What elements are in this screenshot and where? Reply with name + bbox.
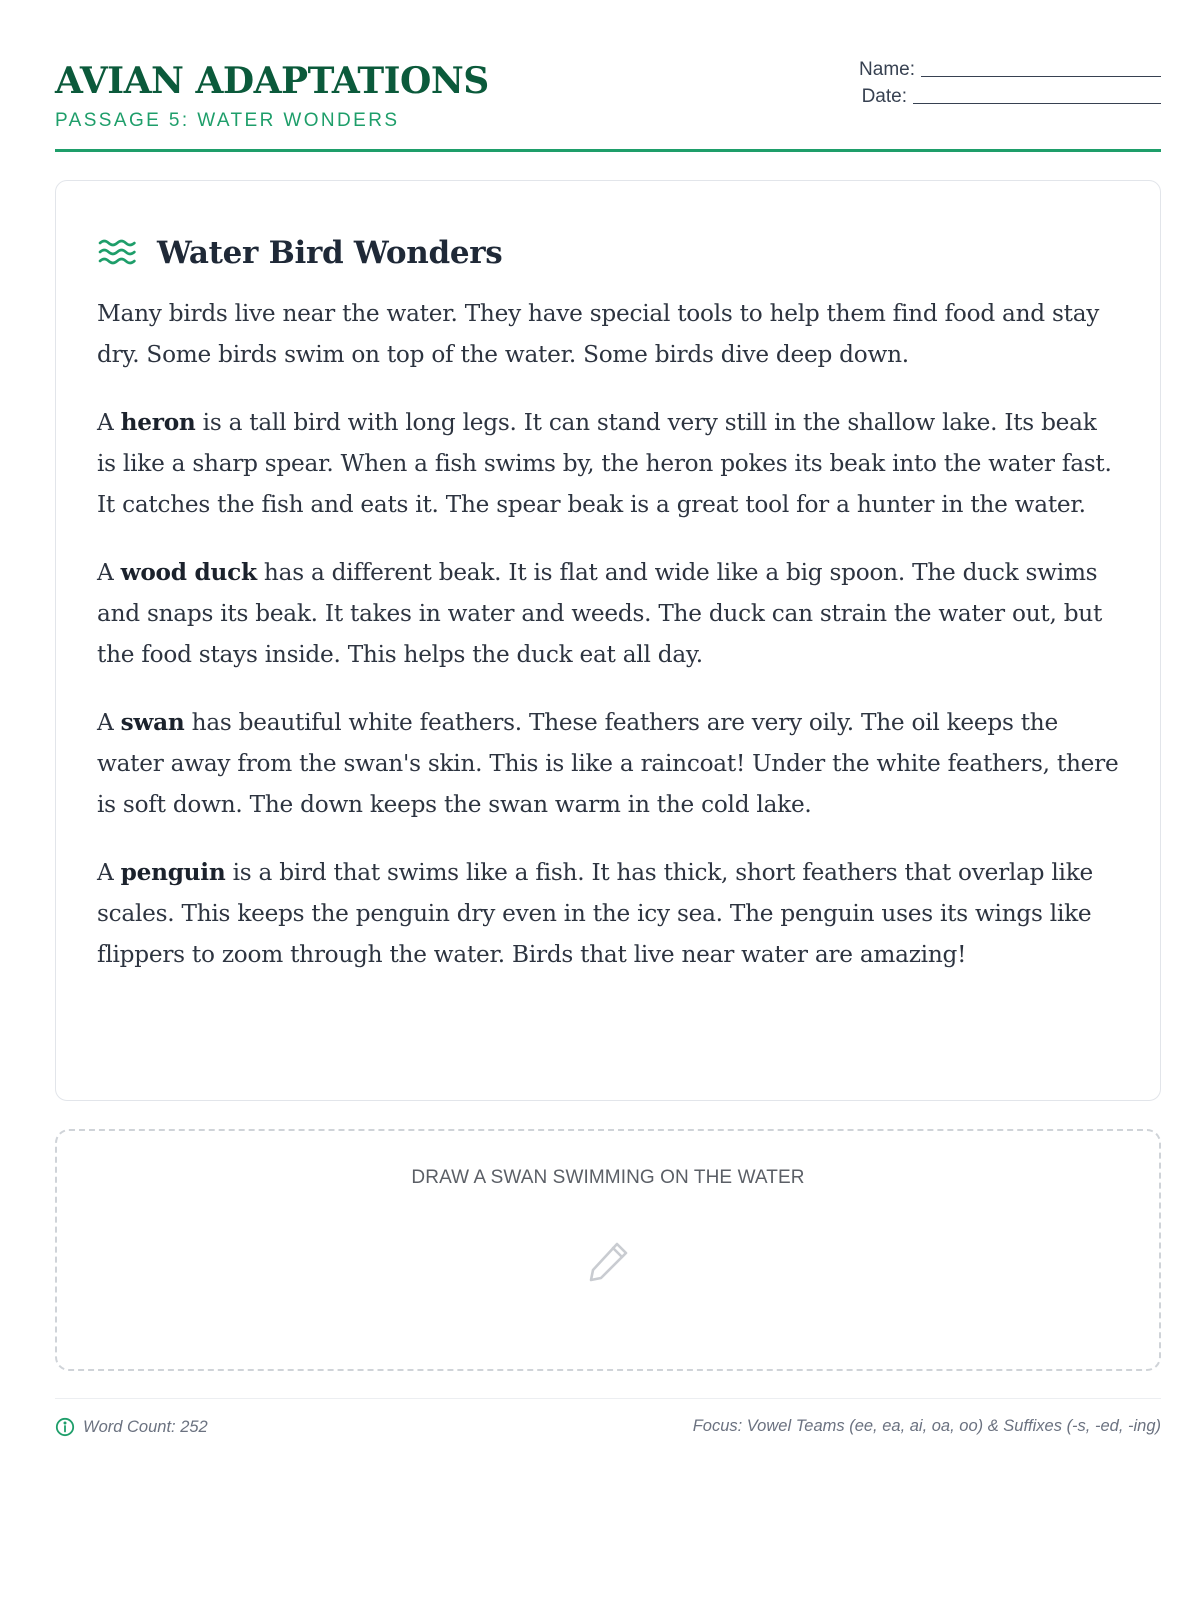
page-subtitle: PASSAGE 5: WATER WONDERS [55, 110, 400, 131]
name-row [851, 54, 1161, 81]
paragraph-body: has beautiful white feathers. These feathers are very oily. The oil keeps the water away from the swan's skin. This is like a raincoat! Under the white feathers, there is soft down. The down keeps the swan warm in the cold lake. [97, 709, 1119, 818]
date-row [851, 81, 1161, 108]
paragraph-lead: A [97, 709, 121, 736]
key-term-wood-duck: wood duck [120, 559, 257, 586]
paragraph-lead: A [97, 559, 121, 586]
page-title: AVIAN ADAPTATIONS [55, 60, 489, 102]
info-icon [55, 1417, 75, 1437]
paragraph-body: is a tall bird with long legs. It can stand very still in the shallow lake. Its beak is like a sharp spear. When a fish swims by, the heron pokes its beak into the water fast. It catches the fish and eats it. The spear beak is a great tool for a hunter in the water. [97, 409, 1112, 518]
worksheet-footer [55, 1398, 1161, 1442]
date-field[interactable] [913, 86, 1161, 104]
paragraph-swan [97, 702, 1120, 825]
focus-note: Focus: Vowel Teams (ee, ea, ai, oa, oo) & Suffixes (-s, -ed, -ing) [692, 1417, 1161, 1435]
drawing-area[interactable] [55, 1129, 1161, 1371]
paragraph-wood-duck [97, 552, 1120, 675]
paragraph-penguin [97, 852, 1120, 975]
paragraph-lead: A [97, 409, 121, 436]
date-label: Date: [861, 86, 907, 107]
passage-title: Water Bird Wonders [157, 235, 503, 271]
student-info [851, 54, 1161, 108]
key-term-heron: heron [120, 409, 196, 436]
name-field[interactable] [921, 59, 1161, 77]
paragraph-intro: Many birds live near the water. They have special tools to help them find food and stay dry. Some birds swim on top of the water. Some birds dive deep down. [97, 300, 1100, 368]
paragraph-body: is a bird that swims like a fish. It has thick, short feathers that overlap like scales. This keeps the penguin dry even in the icy sea. The penguin uses its wings like flippers to zoom through the water. Birds that live near water are amazing! [97, 859, 1093, 968]
paragraph-lead: A [97, 859, 121, 886]
word-count [55, 1417, 208, 1437]
passage-text [97, 293, 1120, 975]
drawing-prompt: DRAW A SWAN SWIMMING ON THE WATER [411, 1167, 805, 1188]
paragraph-body: has a different beak. It is flat and wide like a big spoon. The duck swims and snaps its beak. It takes in water and weeds. The duck can strain the water out, but the food stays inside. This helps the duck eat all day. [97, 559, 1103, 668]
passage-card [55, 180, 1161, 1101]
word-count-text: Word Count: 252 [83, 1417, 208, 1436]
key-term-penguin: penguin [120, 859, 226, 886]
worksheet-page [55, 0, 1161, 1436]
passage-heading [97, 225, 1120, 281]
worksheet-header [55, 0, 1161, 152]
waves-icon [97, 236, 137, 270]
paragraph-heron [97, 402, 1120, 525]
pencil-icon [587, 1239, 631, 1283]
name-label: Name: [859, 59, 915, 80]
key-term-swan: swan [120, 709, 185, 736]
